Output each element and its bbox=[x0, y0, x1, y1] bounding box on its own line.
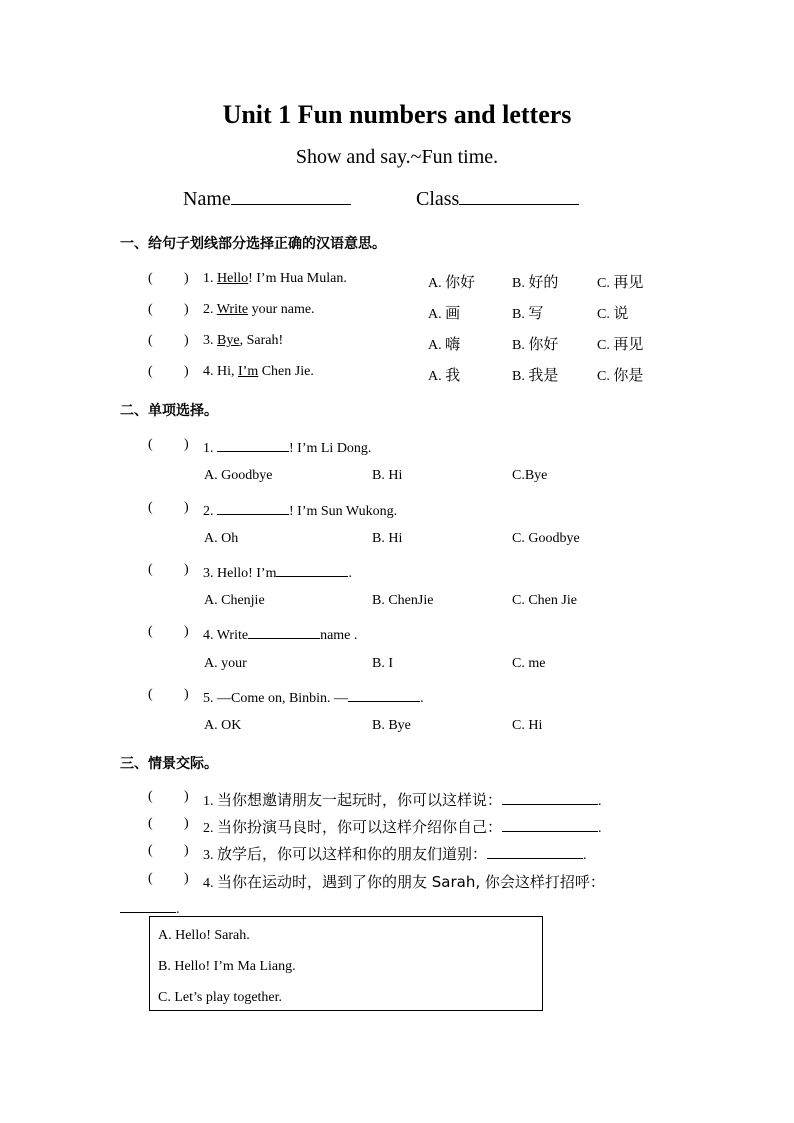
answer-paren-close: ) bbox=[184, 843, 189, 858]
answer-blank[interactable] bbox=[502, 817, 598, 832]
option-c[interactable]: C. Hi bbox=[512, 718, 543, 733]
answer-paren-close: ) bbox=[184, 333, 189, 348]
underlined-word: I’m bbox=[238, 364, 259, 379]
choice-a[interactable]: A. Hello! Sarah. bbox=[158, 928, 250, 943]
option-b[interactable]: B. ChenJie bbox=[372, 593, 434, 608]
answer-blank[interactable] bbox=[487, 844, 583, 859]
answer-paren-close: ) bbox=[184, 437, 189, 452]
option-c[interactable]: C. 你是 bbox=[597, 366, 644, 384]
answer-paren-open[interactable]: ( bbox=[148, 562, 153, 577]
option-a[interactable]: A. OK bbox=[204, 718, 242, 733]
answer-paren-close: ) bbox=[184, 816, 189, 831]
question-continuation: . bbox=[120, 898, 180, 918]
answer-blank[interactable] bbox=[248, 624, 320, 639]
section1-heading: 一、给句子划线部分选择正确的汉语意思。 bbox=[120, 236, 386, 252]
question-text: 2. ! I’m Sun Wukong. bbox=[203, 500, 397, 520]
option-a[interactable]: A. 我 bbox=[428, 366, 461, 384]
answer-paren-open[interactable]: ( bbox=[148, 687, 153, 702]
answer-paren-open[interactable]: ( bbox=[148, 271, 153, 286]
question-text: 5. —Come on, Binbin. — . bbox=[203, 687, 424, 707]
option-c[interactable]: C. Goodbye bbox=[512, 531, 580, 546]
answer-paren-close: ) bbox=[184, 624, 189, 639]
question-text: 1. 当你想邀请朋友一起玩时，你可以这样说： . bbox=[203, 791, 602, 809]
answer-paren-close: ) bbox=[184, 562, 189, 577]
answer-paren-close: ) bbox=[184, 687, 189, 702]
question-text: 3. Bye, Sarah! bbox=[203, 333, 284, 348]
question-text: 2. 当你扮演马良时，你可以这样介绍你自己： . bbox=[203, 818, 602, 836]
option-b[interactable]: B. Hi bbox=[372, 531, 403, 546]
underlined-word: Hello bbox=[217, 271, 249, 286]
answer-paren-close: ) bbox=[184, 302, 189, 317]
name-label: Name bbox=[183, 188, 231, 210]
option-b[interactable]: B. Bye bbox=[372, 718, 411, 733]
answer-blank[interactable] bbox=[217, 437, 289, 452]
underlined-word: Write bbox=[216, 302, 249, 317]
option-c[interactable]: C.Bye bbox=[512, 468, 548, 483]
option-b[interactable]: B. 你好 bbox=[512, 335, 559, 353]
class-blank[interactable] bbox=[459, 190, 579, 205]
answer-paren-open[interactable]: ( bbox=[148, 333, 153, 348]
option-a[interactable]: A. 嗨 bbox=[428, 335, 461, 353]
answer-paren-close: ) bbox=[184, 871, 189, 886]
option-b[interactable]: B. I bbox=[372, 656, 393, 671]
question-text: 4. 当你在运动时，遇到了你的朋友 Sarah, 你会这样打招呼： bbox=[203, 873, 605, 891]
answer-paren-close: ) bbox=[184, 500, 189, 515]
question-text: 4. Hi, I’m Chen Jie. bbox=[203, 364, 314, 379]
option-c[interactable]: C. 再见 bbox=[597, 273, 644, 291]
name-blank[interactable] bbox=[231, 190, 351, 205]
page-title: Unit 1 Fun numbers and letters bbox=[222, 100, 572, 129]
option-a[interactable]: A. Goodbye bbox=[204, 468, 273, 483]
section2-heading: 二、单项选择。 bbox=[120, 403, 218, 419]
class-field bbox=[416, 188, 579, 211]
option-b[interactable]: B. 我是 bbox=[512, 366, 559, 384]
answer-paren-close: ) bbox=[184, 271, 189, 286]
underlined-word: Bye bbox=[217, 333, 240, 348]
question-text: 1. ! I’m Li Dong. bbox=[203, 437, 371, 457]
page-subtitle: Show and say.~Fun time. bbox=[295, 146, 499, 168]
answer-blank[interactable] bbox=[348, 687, 420, 702]
answer-paren-open[interactable]: ( bbox=[148, 364, 153, 379]
option-a[interactable]: A. your bbox=[204, 656, 247, 671]
answer-paren-open[interactable]: ( bbox=[148, 871, 153, 886]
answer-blank[interactable] bbox=[120, 898, 176, 913]
option-c[interactable]: C. Chen Jie bbox=[512, 593, 577, 608]
option-a[interactable]: A. Chenjie bbox=[204, 593, 265, 608]
option-a[interactable]: A. 你好 bbox=[428, 273, 476, 291]
question-text: 3. Hello! I’m . bbox=[203, 562, 352, 582]
option-c[interactable]: C. me bbox=[512, 656, 546, 671]
option-b[interactable]: B. 好的 bbox=[512, 273, 559, 291]
answer-blank[interactable] bbox=[276, 562, 348, 577]
answer-paren-open[interactable]: ( bbox=[148, 437, 153, 452]
answer-paren-open[interactable]: ( bbox=[148, 500, 153, 515]
answer-paren-open[interactable]: ( bbox=[148, 624, 153, 639]
choice-b[interactable]: B. Hello! I’m Ma Liang. bbox=[158, 959, 296, 974]
class-label: Class bbox=[416, 188, 460, 210]
answer-paren-open[interactable]: ( bbox=[148, 302, 153, 317]
answer-blank[interactable] bbox=[502, 790, 598, 805]
answer-paren-open[interactable]: ( bbox=[148, 816, 153, 831]
question-text: 4. Write name . bbox=[203, 624, 357, 644]
option-a[interactable]: A. 画 bbox=[428, 304, 461, 322]
option-b[interactable]: B. Hi bbox=[372, 468, 403, 483]
answer-paren-close: ) bbox=[184, 364, 189, 379]
question-text: 2. Write your name. bbox=[203, 302, 315, 317]
question-text: 1. Hello! I’m Hua Mulan. bbox=[203, 271, 347, 286]
answer-paren-close: ) bbox=[184, 789, 189, 804]
question-text: 3. 放学后，你可以这样和你的朋友们道别： . bbox=[203, 845, 587, 863]
section3-heading: 三、情景交际。 bbox=[120, 756, 218, 772]
option-a[interactable]: A. Oh bbox=[204, 531, 239, 546]
option-b[interactable]: B. 写 bbox=[512, 304, 544, 322]
name-field bbox=[183, 188, 351, 211]
answer-paren-open[interactable]: ( bbox=[148, 789, 153, 804]
answer-paren-open[interactable]: ( bbox=[148, 843, 153, 858]
option-c[interactable]: C. 说 bbox=[597, 304, 629, 322]
answer-blank[interactable] bbox=[217, 500, 289, 515]
choice-c[interactable]: C. Let’s play together. bbox=[158, 990, 283, 1005]
option-c[interactable]: C. 再见 bbox=[597, 335, 644, 353]
